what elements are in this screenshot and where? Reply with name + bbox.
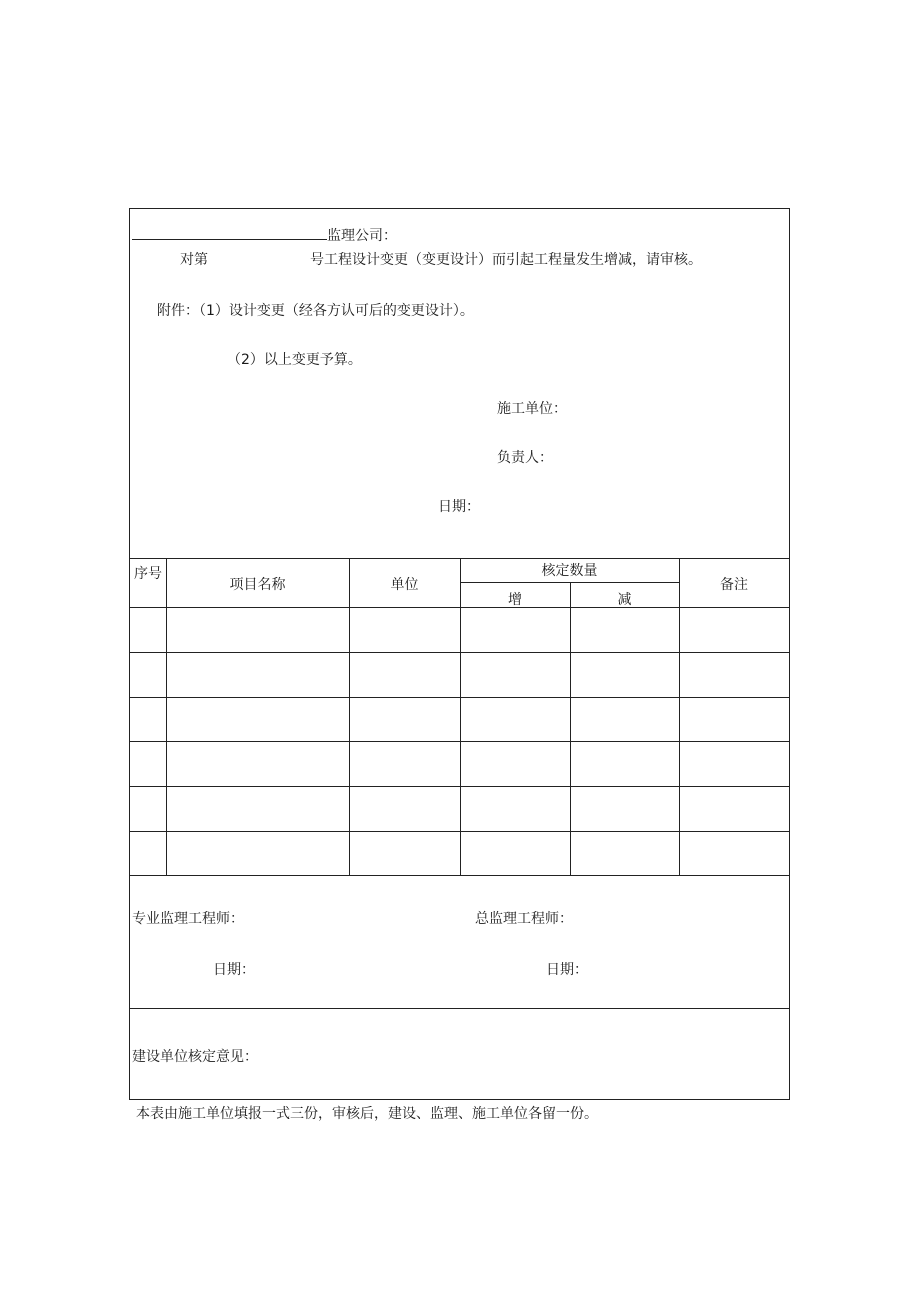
- col-header-decrease: 减: [617, 592, 632, 608]
- table-bottom-border: [130, 875, 789, 876]
- company-name-blank[interactable]: [132, 239, 327, 240]
- table-row[interactable]: [130, 653, 789, 697]
- col-header-seq: 序号: [134, 566, 162, 582]
- attachment-1: 附件：（1）设计变更（经各方认可后的变更设计）。: [157, 303, 474, 319]
- table-row[interactable]: [130, 787, 789, 831]
- table-row[interactable]: [130, 832, 789, 875]
- table-row[interactable]: [130, 698, 789, 741]
- line-prefix: 对第: [180, 252, 208, 268]
- company-label: 监理公司：: [327, 228, 397, 244]
- table-row[interactable]: [130, 742, 789, 786]
- footnote: 本表由施工单位填报一式三份，审核后，建设、监理、施工单位各留一份。: [136, 1106, 598, 1122]
- col-header-increase: 增: [508, 592, 522, 608]
- contractor-label: 施工单位：: [497, 401, 567, 417]
- col-header-remarks: 备注: [720, 577, 748, 593]
- section-divider: [130, 1008, 789, 1009]
- owner-opinion-label: 建设单位核定意见：: [132, 1049, 258, 1065]
- chief-date-label: 日期：: [546, 962, 588, 978]
- specialist-date-label: 日期：: [213, 962, 255, 978]
- change-quantity-form: [129, 208, 790, 1100]
- line-suffix: 号工程设计变更（变更设计）而引起工程量发生增减，请审核。: [310, 252, 702, 268]
- table-row[interactable]: [130, 608, 789, 652]
- chief-engineer-label: 总监理工程师：: [475, 911, 573, 927]
- header-date-label: 日期：: [438, 499, 480, 515]
- col-header-approved-qty: 核定数量: [541, 563, 598, 579]
- person-in-charge-label: 负责人：: [497, 450, 553, 466]
- col-header-item-name: 项目名称: [229, 577, 286, 593]
- attachment-2: （2）以上变更予算。: [227, 352, 362, 368]
- specialist-engineer-label: 专业监理工程师：: [132, 911, 244, 927]
- col-header-unit: 单位: [390, 577, 419, 593]
